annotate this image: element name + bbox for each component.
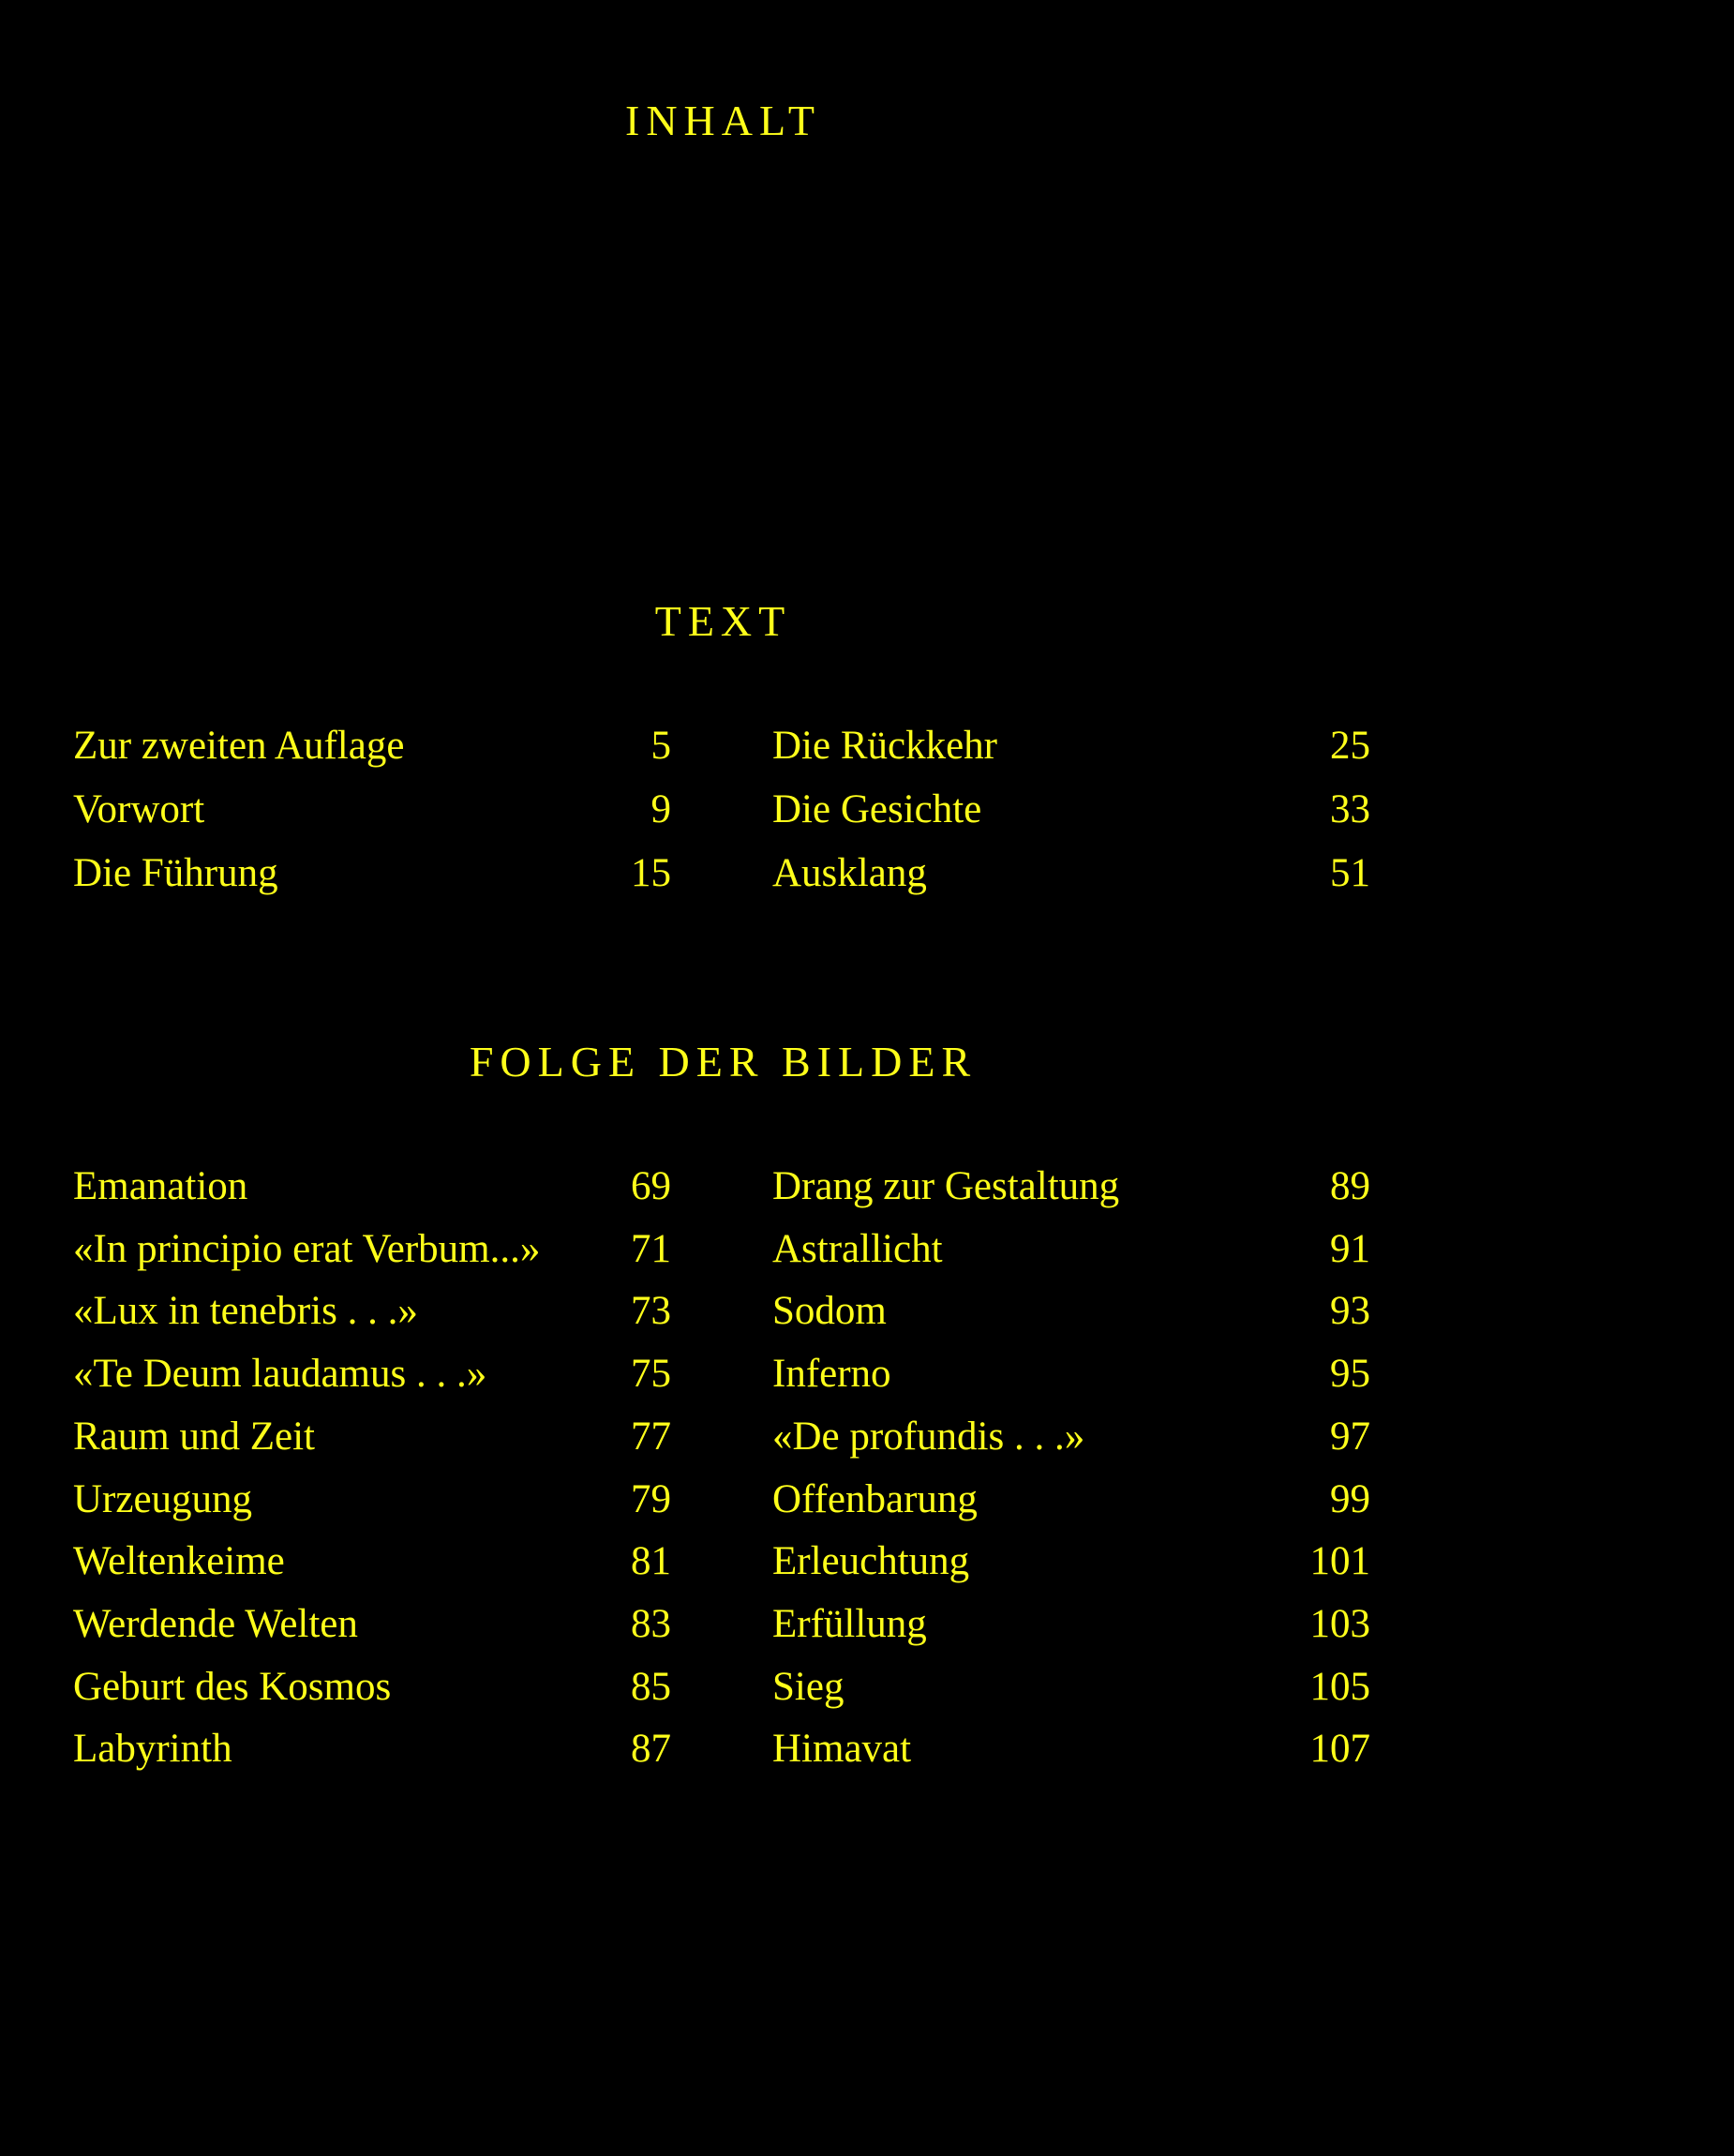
- toc-entry-title: Vorwort: [73, 787, 205, 831]
- toc-entry-title: Sieg: [772, 1664, 845, 1709]
- toc-entry-page: 15: [631, 851, 671, 895]
- toc-entry: [73, 1283, 671, 1340]
- toc-entry-page: 71: [631, 1226, 671, 1271]
- toc-entry: [772, 1221, 1370, 1278]
- toc-entry-title: Ausklang: [772, 851, 927, 895]
- toc-entry-page: 5: [650, 724, 671, 768]
- toc-entry: [73, 1346, 671, 1402]
- toc-entry-page: 87: [631, 1727, 671, 1772]
- toc-entry: [772, 1596, 1370, 1653]
- section-heading-bilder: FOLGE DER BILDER: [469, 1038, 978, 1085]
- toc-entry-page: 79: [631, 1476, 671, 1521]
- toc-entry-title: Die Gesichte: [772, 787, 982, 831]
- page-title: INHALT: [625, 97, 821, 144]
- toc-entry-page: 101: [1309, 1539, 1370, 1584]
- toc-entry-page: 95: [1330, 1352, 1370, 1397]
- toc-entry-title: Die Führung: [73, 851, 278, 895]
- toc-entry: [772, 782, 1370, 838]
- toc-entry-title: Erleuchtung: [772, 1539, 970, 1584]
- toc-entry: [772, 1472, 1370, 1528]
- toc-entry: [772, 1534, 1370, 1590]
- toc-entry: [772, 718, 1370, 774]
- toc-entry-page: 107: [1309, 1727, 1370, 1772]
- toc-entry-page: 97: [1330, 1414, 1370, 1459]
- toc-entry-title: Erfüllung: [772, 1601, 927, 1646]
- toc-entry-title: Die Rückkehr: [772, 724, 998, 768]
- toc-entry-title: Raum und Zeit: [73, 1414, 315, 1459]
- toc-entry-page: 99: [1330, 1476, 1370, 1521]
- toc-entry: [772, 1721, 1370, 1777]
- toc-entry: [772, 1659, 1370, 1715]
- toc-entry-title: «De profundis . . .»: [772, 1414, 1085, 1459]
- toc-entry: [772, 1409, 1370, 1465]
- toc-entry-title: Inferno: [772, 1352, 891, 1397]
- toc-entry-title: «Te Deum laudamus . . .»: [73, 1352, 487, 1397]
- toc-entry-page: 77: [631, 1414, 671, 1459]
- toc-entry-title: Zur zweiten Auflage: [73, 724, 405, 768]
- toc-entry-page: 75: [631, 1352, 671, 1397]
- section-heading-text: TEXT: [654, 597, 792, 645]
- toc-entry-title: Labyrinth: [73, 1727, 232, 1772]
- toc-entry-page: 89: [1330, 1164, 1370, 1208]
- toc-entry: [73, 846, 671, 902]
- toc-entry-page: 33: [1330, 787, 1370, 831]
- toc-entry-title: Astrallicht: [772, 1226, 943, 1271]
- toc-entry: [73, 1409, 671, 1465]
- toc-entry-page: 9: [650, 787, 671, 831]
- toc-entry: [73, 1596, 671, 1653]
- toc-entry-title: «In principio erat Verbum...»: [73, 1226, 541, 1271]
- toc-entry-page: 81: [631, 1539, 671, 1584]
- toc-entry: [73, 1534, 671, 1590]
- toc-entry: [73, 1472, 671, 1528]
- toc-entry-page: 51: [1330, 851, 1370, 895]
- toc-entry-title: Offenbarung: [772, 1476, 978, 1521]
- toc-entry-page: 85: [631, 1664, 671, 1709]
- toc-entry-title: Werdende Welten: [73, 1601, 358, 1646]
- toc-entry-title: Weltenkeime: [73, 1539, 285, 1584]
- toc-entry-title: Geburt des Kosmos: [73, 1664, 392, 1709]
- toc-entry-title: Urzeugung: [73, 1476, 253, 1521]
- toc-entry: [73, 1221, 671, 1278]
- toc-entry: [73, 782, 671, 838]
- toc-entry-page: 83: [631, 1601, 671, 1646]
- toc-entry: [73, 718, 671, 774]
- toc-entry-title: Himavat: [772, 1727, 912, 1772]
- toc-entry-title: Drang zur Gestaltung: [772, 1164, 1120, 1208]
- toc-entry-page: 25: [1330, 724, 1370, 768]
- toc-entry-page: 91: [1330, 1226, 1370, 1271]
- toc-entry: [772, 846, 1370, 902]
- toc-entry-page: 93: [1330, 1289, 1370, 1334]
- toc-entry-page: 73: [631, 1289, 671, 1334]
- toc-entry: [772, 1283, 1370, 1340]
- toc-entry-page: 105: [1309, 1664, 1370, 1709]
- toc-entry-page: 69: [631, 1164, 671, 1208]
- toc-entry-title: Sodom: [772, 1289, 887, 1334]
- toc-entry: [772, 1346, 1370, 1402]
- toc-entry: [772, 1159, 1370, 1215]
- toc-entry: [73, 1159, 671, 1215]
- toc-entry-page: 103: [1309, 1601, 1370, 1646]
- toc-entry-title: «Lux in tenebris . . .»: [73, 1289, 418, 1334]
- toc-entry: [73, 1721, 671, 1777]
- toc-entry: [73, 1659, 671, 1715]
- toc-entry-title: Emanation: [73, 1164, 248, 1208]
